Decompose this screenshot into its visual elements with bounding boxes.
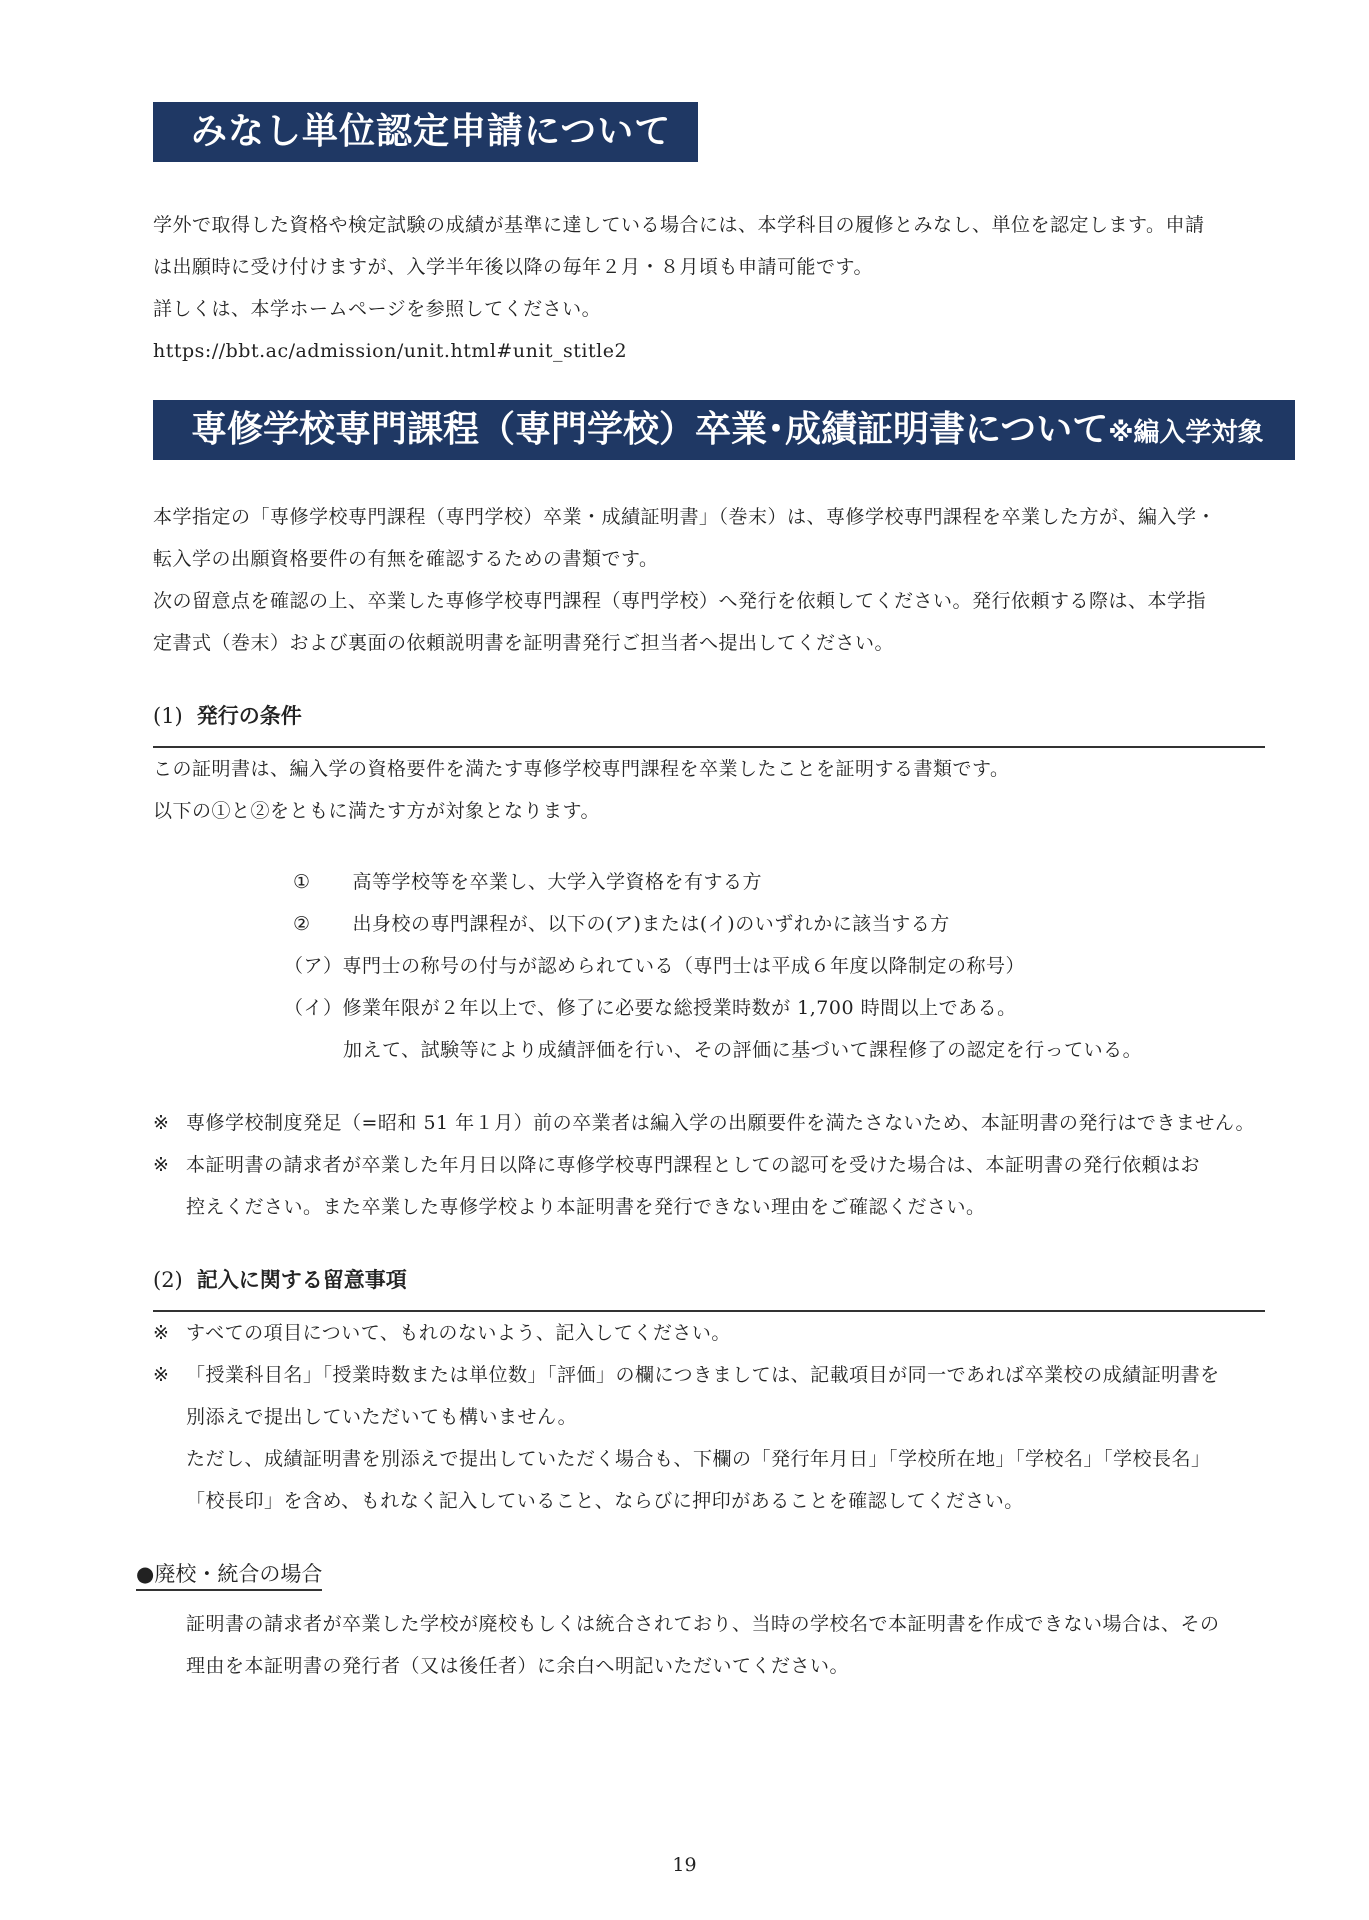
entry-note-2-cont-1 <box>153 1405 577 1429</box>
condition-text: 出身校の専門課程が、以下の(ア)または(イ)のいずれかに該当する方 <box>352 913 950 935</box>
condition-mark: ② <box>293 913 311 935</box>
subheading-number: (2) <box>153 1268 183 1292</box>
note-text: ただし、成績証明書を別添えで提出していただく場合も、下欄の「発行年月日」「学校所在地」「学校名」「学校長名」 <box>186 1448 1211 1470</box>
note-mark: ※ <box>153 1154 170 1176</box>
banner-title: 専修学校専門課程（専門学校）卒業･成績証明書について <box>191 409 1109 450</box>
subheading-title: 発行の条件 <box>196 704 302 728</box>
entry-note-2-cont-3 <box>153 1489 1024 1513</box>
section-banner-certificate <box>153 400 1295 460</box>
note-mark: ※ <box>153 1112 170 1134</box>
section1-line-2: は出願時に受け付けますが、入学半年後以降の毎年２月・８月頃も申請可能です。 <box>153 256 873 278</box>
closure-line-1: 証明書の請求者が卒業した学校が廃校もしくは統合されており、当時の学校名で本証明書を作成できない場合は、その <box>186 1613 1220 1635</box>
intro-line-2: 転入学の出願資格要件の有無を確認するための書類です。 <box>153 548 659 570</box>
subheading-entry-notes <box>153 1267 407 1293</box>
note-text: 本証明書の請求者が卒業した年月日以降に専修学校専門課程としての認可を受けた場合は、本証明書の発行依頼はお <box>186 1154 1201 1176</box>
sub1-line-2: 以下の①と②をともに満たす方が対象となります。 <box>153 800 600 822</box>
section1-line-1: 学外で取得した資格や検定試験の成績が基準に達している場合には、本学科目の履修とみなし、単位を認定します。申請 <box>153 214 1205 236</box>
subcondition-b-continued: 加えて、試験等により成績評価を行い、その評価に基づいて課程修了の認定を行っている。 <box>343 1039 1143 1061</box>
condition-2 <box>293 912 950 936</box>
note-text: 控えください。また卒業した専修学校より本証明書を発行できない理由をご確認ください。 <box>186 1196 986 1218</box>
page-number: 19 <box>672 1854 697 1876</box>
intro-line-3: 次の留意点を確認の上、卒業した専修学校専門課程（専門学校）へ発行を依頼してください。発行依頼する際は、本学指 <box>153 590 1207 612</box>
subcondition-a: （ア）専門士の称号の付与が認められている（専門士は平成６年度以降制定の称号） <box>284 955 1026 977</box>
condition-text: 高等学校等を卒業し、大学入学資格を有する方 <box>352 871 763 893</box>
section1-line-3: 詳しくは、本学ホームページを参照してください。 <box>153 298 602 320</box>
condition-1 <box>293 870 762 894</box>
note-1 <box>153 1111 1255 1135</box>
note-mark: ※ <box>153 1322 170 1344</box>
note-mark: ※ <box>153 1364 170 1386</box>
closure-line-2: 理由を本証明書の発行者（又は後任者）に余白へ明記いただいてください。 <box>186 1655 850 1677</box>
section-banner-minashi: みなし単位認定申請について <box>153 102 698 162</box>
condition-mark: ① <box>293 871 311 893</box>
note-text: 「授業科目名」「授業時数または単位数」「評価」の欄につきましては、記載項目が同一であれば卒業校の成績証明書を <box>186 1364 1220 1386</box>
subheading-title: 記入に関する留意事項 <box>196 1268 407 1292</box>
intro-line-1: 本学指定の「専修学校専門課程（専門学校）卒業・成績証明書」（巻末）は、専修学校専門課程を卒業した方が、編入学・ <box>153 506 1217 528</box>
note-text: 「校長印」を含め、もれなく記入していること、ならびに押印があることを確認してください。 <box>186 1490 1024 1512</box>
entry-note-2-cont-2 <box>153 1447 1211 1471</box>
note-2-continued <box>153 1195 986 1219</box>
note-text: 専修学校制度発足（=昭和 51 年１月）前の卒業者は編入学の出願要件を満たさないため、本証明書の発行はできません。 <box>186 1112 1256 1134</box>
divider <box>153 746 1265 748</box>
divider <box>153 1310 1265 1312</box>
sub1-line-1: この証明書は、編入学の資格要件を満たす専修学校専門課程を卒業したことを証明する書類です。 <box>153 758 1010 780</box>
subheading-number: (1) <box>153 704 183 728</box>
section1-url[interactable]: https://bbt.ac/admission/unit.html#unit_stitle2 <box>153 340 628 362</box>
subcondition-b: （イ）修業年限が２年以上で、修了に必要な総授業時数が 1,700 時間以上である。 <box>284 997 1017 1019</box>
entry-note-2 <box>153 1363 1220 1387</box>
note-text: 別添えで提出していただいても構いません。 <box>186 1406 578 1428</box>
note-2 <box>153 1153 1200 1177</box>
closure-heading: ●廃校・統合の場合 <box>136 1560 322 1591</box>
subheading-issue-conditions <box>153 703 302 729</box>
note-text: すべての項目について、もれのないよう、記入してください。 <box>186 1322 731 1344</box>
banner-suffix: ※編入学対象 <box>1108 418 1264 448</box>
intro-line-4: 定書式（巻末）および裏面の依頼説明書を証明書発行ご担当者へ提出してください。 <box>153 632 895 654</box>
entry-note-1 <box>153 1321 731 1345</box>
